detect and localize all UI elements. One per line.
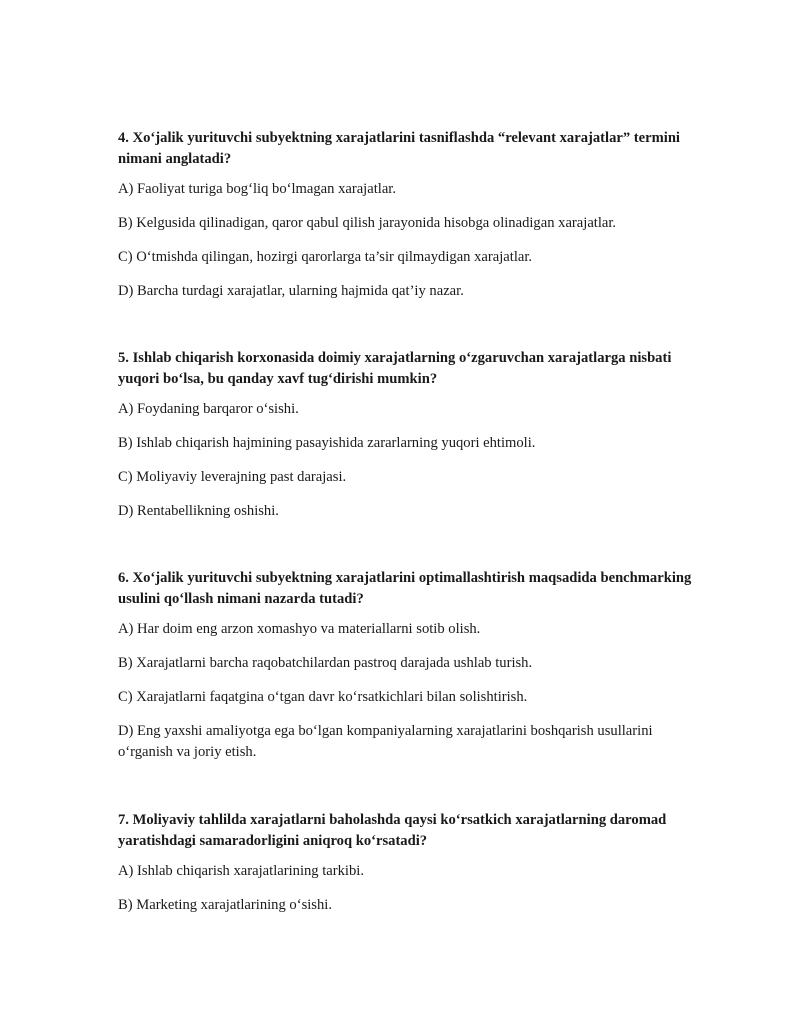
document-page bbox=[118, 128, 693, 929]
answer-option-a: A) Foydaning barqaror o‘sishi. bbox=[118, 401, 299, 417]
question-5 bbox=[118, 348, 693, 522]
question-title: 5. Ishlab chiqarish korxonasida doimiy xarajatlarning o‘zgaruvchan xarajatlarga nisbati yuqori bo‘lsa, bu qanday xavf tug‘dirishi mumkin? bbox=[118, 350, 672, 387]
answer-option-c: C) Moliyaviy leverajning past darajasi. bbox=[118, 469, 347, 485]
answer-option-c: C) O‘tmishda qilingan, hozirgi qarorlarga ta’sir qilmaydigan xarajatlar. bbox=[118, 249, 533, 265]
answer-option-d: D) Barcha turdagi xarajatlar, ularning hajmida qat’iy nazar. bbox=[118, 283, 464, 299]
question-title: 4. Xo‘jalik yurituvchi subyektning xarajatlarini tasniflashda “relevant xarajatlar” termini nimani anglatadi? bbox=[118, 130, 680, 167]
question-title: 7. Moliyaviy tahlilda xarajatlarni baholashda qaysi ko‘rsatkich xarajatlarning daromad yaratishdagi samaradorligini aniqroq ko‘rsatadi? bbox=[118, 812, 667, 849]
answer-option-b: B) Xarajatlarni barcha raqobatchilardan pastroq darajada ushlab turish. bbox=[118, 655, 533, 671]
question-7 bbox=[118, 810, 693, 916]
answer-option-d: D) Eng yaxshi amaliyotga ega bo‘lgan kompaniyalarning xarajatlarini boshqarish usullarini o‘rganish va joriy etish. bbox=[118, 723, 653, 760]
answer-option-a: A) Har doim eng arzon xomashyo va materiallarni sotib olish. bbox=[118, 621, 481, 637]
answer-option-b: B) Kelgusida qilinadigan, qaror qabul qilish jarayonida hisobga olinadigan xarajatlar. bbox=[118, 215, 617, 231]
answer-option-a: A) Ishlab chiqarish xarajatlarining tarkibi. bbox=[118, 863, 364, 879]
answer-option-a: A) Faoliyat turiga bog‘liq bo‘lmagan xarajatlar. bbox=[118, 181, 397, 197]
answer-option-b: B) Marketing xarajatlarining o‘sishi. bbox=[118, 897, 332, 913]
answer-option-b: B) Ishlab chiqarish hajmining pasayishida zararlarning yuqori ehtimoli. bbox=[118, 435, 536, 451]
answer-option-d: D) Rentabellikning oshishi. bbox=[118, 503, 279, 519]
question-6 bbox=[118, 568, 693, 763]
question-title: 6. Xo‘jalik yurituvchi subyektning xarajatlarini optimallashtirish maqsadida benchmarking usulini qo‘llash nimani nazarda tutadi? bbox=[118, 570, 692, 607]
question-4 bbox=[118, 128, 693, 302]
answer-option-c: C) Xarajatlarni faqatgina o‘tgan davr ko‘rsatkichlari bilan solishtirish. bbox=[118, 689, 528, 705]
